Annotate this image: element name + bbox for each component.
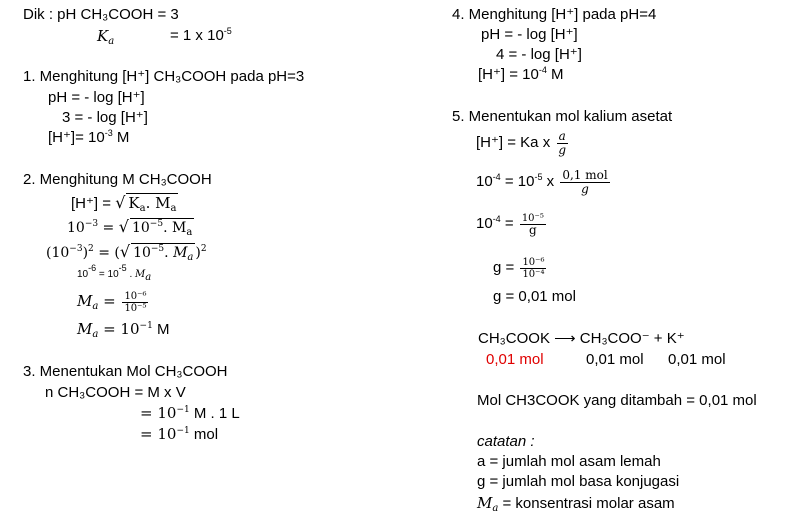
section-2-line-4: $10^{-6} = 10^{-5}$ . $M_a$ [77, 263, 152, 283]
section-3-line-2: = $10^{-1}$ M . 1 L [140, 404, 240, 422]
section-5-line-5: g = 0,01 mol [493, 288, 576, 305]
section-1-line-2: 3 = - log [H⁺] [62, 109, 148, 126]
section-3-line-1: n CH₃COOH = M x V [45, 384, 186, 401]
section-5-line-3: $10^{-4}$ = $\frac{\text{10⁻⁵}}{g}$ [476, 212, 544, 237]
section-5-title: 5. Menentukan mol kalium asetat [452, 108, 673, 125]
section-1-line-1: pH = - log [H⁺] [48, 89, 145, 106]
ka-symbol: $K_a$ [97, 27, 115, 47]
given-line: Dik : pH CH₃COOH = 3 [23, 6, 179, 23]
section-5-line-2: $10^{-4} = 10^{-5}$ x $\frac{\text{0,1 mol}}{g}$ [476, 167, 608, 196]
section-2-line-3: $(10^{-3})^2$ = (√ $10^{-5}$. $M_a$ )$^2$ [46, 242, 207, 263]
result-line: Mol CH3COOK yang ditambah = 0,01 mol [477, 392, 757, 409]
section-2-title: 2. Menghitung M CH₃COOH [23, 171, 212, 188]
reaction-equation: CH₃COOK ⟶ CH₃COO⁻ + K⁺ [478, 330, 685, 347]
section-5-line-4: g = $\frac{\text{10⁻⁶}}{\text{10⁻⁴}}$ [493, 256, 545, 280]
section-4-line-1: pH = - log [H⁺] [481, 26, 578, 43]
notes-g: g = jumlah mol basa konjugasi [477, 473, 680, 490]
section-3-title: 3. Menentukan Mol CH₃COOH [23, 363, 228, 380]
notes-ma: $M_a$ = konsentrasi molar asam [477, 494, 675, 514]
section-4-title: 4. Menghitung [H⁺] pada pH=4 [452, 6, 657, 23]
mol-k: 0,01 mol [668, 351, 726, 368]
section-3-line-3: = $10^{-1}$ mol [140, 425, 219, 443]
notes-title: catatan : [477, 433, 535, 450]
section-1-title: 1. Menghitung [H⁺] CH₃COOH pada pH=3 [23, 68, 305, 85]
mol-ch3coo: 0,01 mol [586, 351, 644, 368]
notes-a: a = jumlah mol asam lemah [477, 453, 661, 470]
section-2-line-5: $M_a$ = $\frac{\text{10⁻⁶}}{\text{10⁻⁵}}$ [77, 290, 147, 314]
mol-ch3cook: 0,01 mol [486, 351, 544, 368]
section-5-line-1: [H⁺] = Ka x $\frac{a}{g}$ [476, 128, 567, 157]
section-4-line-2: 4 = - log [H⁺] [496, 46, 582, 63]
section-4-line-3: $[H^+] = 10^{-4}$ M [478, 65, 564, 83]
section-2-line-2: $10^{-3}$ = √ $10^{-5}$. $M_a$ [67, 217, 193, 238]
ka-value: = 1 x $10^{-5}$ [170, 26, 232, 44]
section-2-line-1: [H⁺] = √ $K_a$. $M_a$ [71, 193, 177, 214]
section-1-line-3: $[H^+]= 10^{-3}$ M [48, 128, 130, 146]
section-2-line-6: $M_a = 10^{-1}$ M [77, 320, 170, 340]
